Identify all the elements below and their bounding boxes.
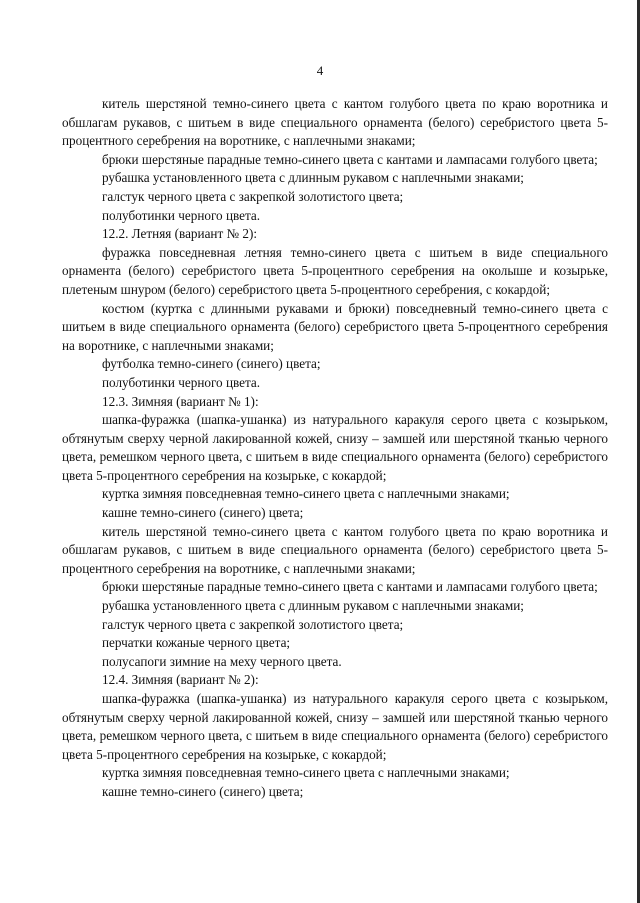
page-number: 4 — [316, 63, 324, 78]
paragraph: полусапоги зимние на меху черного цвета. — [102, 653, 342, 669]
paragraph: китель шерстяной темно-синего цвета с кантом голубого цвета по краю воротника и обшлагам рукавов, с шитьем в виде специального орнамента (белого) серебристого цвета 5-процентного серебрения на воротнике, с наплечными знаками; — [62, 96, 608, 149]
paragraph: куртка зимняя повседневная темно-синего цвета с наплечными знаками; — [102, 765, 510, 781]
paragraph: китель шерстяной темно-синего цвета с кантом голубого цвета по краю воротника и обшлагам рукавов, с шитьем в виде специального орнамента (белого) серебристого цвета 5-процентного серебрения на воротнике, с наплечными знаками; — [62, 523, 608, 576]
paragraph: галстук черного цвета с закрепкой золотистого цвета; — [102, 188, 404, 204]
paragraph: галстук черного цвета с закрепкой золотистого цвета; — [102, 616, 404, 632]
paragraph: куртка зимняя повседневная темно-синего цвета с наплечными знаками; — [102, 486, 510, 502]
document-body — [62, 95, 608, 802]
paragraph: рубашка установленного цвета с длинным рукавом с наплечными знаками; — [102, 598, 524, 614]
section-heading: 12.4. Зимняя (вариант № 2): — [102, 672, 259, 688]
paragraph: шапка-фуражка (шапка-ушанка) из натурального каракуля серого цвета с козырьком, обтянутым сверху черной лакированной кожей, снизу – замшей или шерстяной тканью черного цвета, ремешком черного цвета, с шитьем в виде специального орнамента (белого) серебристого цвета 5-процентного серебрения на козырьке, с кокардой; — [62, 691, 608, 762]
section-heading: 12.3. Зимняя (вариант № 1): — [102, 393, 259, 409]
paragraph: полуботинки черного цвета. — [102, 207, 261, 223]
paragraph: брюки шерстяные парадные темно-синего цвета с кантами и лампасами голубого цвета; — [102, 151, 598, 167]
paragraph: костюм (куртка с длинными рукавами и брюки) повседневный темно-синего цвета с шитьем в виде специального орнамента (белого) серебристого цвета 5-процентного серебрения на воротнике, с наплечными знаками; — [62, 300, 608, 353]
paragraph: брюки шерстяные парадные темно-синего цвета с кантами и лампасами голубого цвета; — [102, 579, 598, 595]
paragraph: фуражка повседневная летняя темно-синего цвета с шитьем в виде специального орнамента (белого) серебристого цвета 5-процентного серебрения на околыше и козырьке, плетеным шнуром (белого) серебристого цвета 5-процентного серебрения, с кокардой; — [62, 244, 608, 297]
paragraph: шапка-фуражка (шапка-ушанка) из натурального каракуля серого цвета с козырьком, обтянутым сверху черной лакированной кожей, снизу – замшей или шерстяной тканью черного цвета, ремешком черного цвета, с шитьем в виде специального орнамента (белого) серебристого цвета 5-процентного серебрения на козырьке, с кокардой; — [62, 412, 608, 483]
paragraph: кашне темно-синего (синего) цвета; — [102, 505, 304, 521]
paragraph: полуботинки черного цвета. — [102, 374, 261, 390]
paragraph: кашне темно-синего (синего) цвета; — [102, 783, 304, 799]
paragraph: рубашка установленного цвета с длинным рукавом с наплечными знаками; — [102, 170, 524, 186]
section-heading: 12.2. Летняя (вариант № 2): — [102, 226, 258, 242]
paragraph: перчатки кожаные черного цвета; — [102, 635, 291, 651]
paragraph: футболка темно-синего (синего) цвета; — [102, 356, 321, 372]
